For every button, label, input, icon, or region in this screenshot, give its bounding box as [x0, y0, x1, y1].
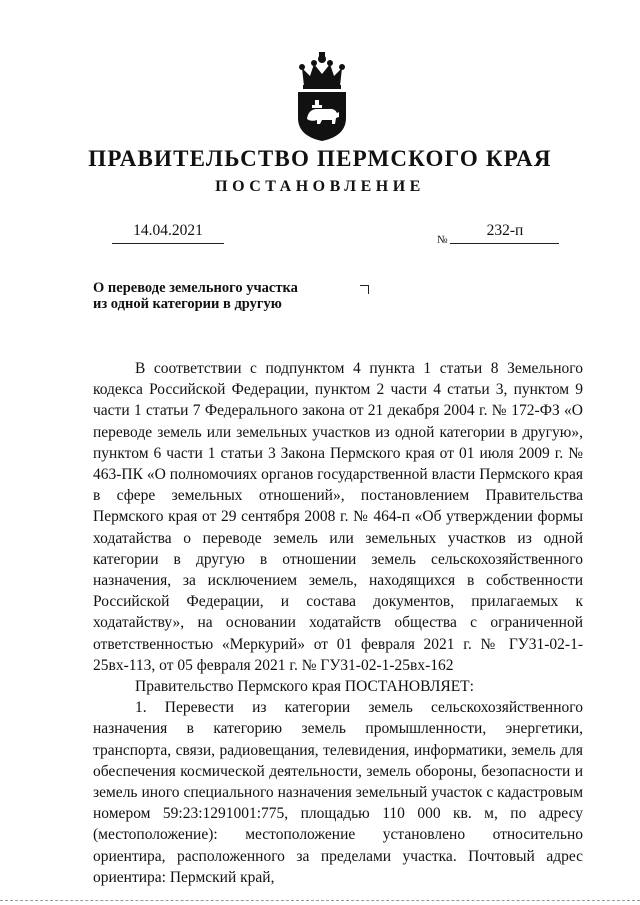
body-paragraph: В соответствии с подпунктом 4 пункта 1 статьи 8 Земельного кодекса Российской Федерации, пунктом 2 части 4 статьи 3, пунктом 9 части 1 статьи 7 Федерального закона от 21 декабря 2004 г. № 172-ФЗ «О переводе земель или земельных участков из одной категории в другую», пунктом 6 части 1 статьи 3 Закона Пермского края от 01 июля 2009 г. № 463-ПК «О полномочиях органов государственной власти Пермского края в сфере земельных отношений», постановлением Правительства Пермского края от 29 сентября 2008 г. № 464-п «Об утверждении формы ходатайства о переводе земель или земельных участков из одной категории в другую в отношении земель сельскохозяйственного назначения, за исключением земель, находящихся в собственности Российской Федерации, и состава документов, прилагаемых к ходатайству», на основании ходатайств общества с ограниченной ответственностью «Меркурий» от 01 февраля 2021 г. № ГУ31-02-1-25вх-113, от 05 февраля 2021 г. № ГУ31-02-1-25вх-162 [93, 360, 583, 674]
coat-of-arms-icon [292, 52, 352, 142]
document-type: ПОСТАНОВЛЕНИЕ [215, 178, 425, 195]
subject-line: из одной категории в другую [93, 295, 282, 312]
organization-title: ПРАВИТЕЛЬСТВО ПЕРМСКОГО КРАЯ [88, 146, 552, 171]
document-body [93, 358, 583, 888]
subject-corner-mark [360, 285, 369, 294]
number-underline [450, 243, 559, 244]
page-bottom-edge [0, 900, 640, 901]
number-label: № [437, 234, 448, 246]
coat-of-arms-emblem [292, 52, 352, 142]
body-paragraph: Правительство Пермского края ПОСТАНОВЛЯЕТ: [135, 678, 474, 696]
date-underline [112, 243, 224, 244]
document-subject [93, 281, 353, 312]
document-date: 14.04.2021 [133, 222, 203, 239]
body-paragraph: 1. Перевести из категории земель сельскохозяйственного назначения в категорию земель промышленности, энергетики, транспорта, связи, радиовещания, телевидения, информатики, земель для обеспечения космической деятельности, земель обороны, безопасности и земель иного специального назначения земельный участок с кадастровым номером 59:23:1291001:775, площадью 110 000 кв. м, по адресу (местоположение): местоположение установлено относительно ориентира, расположенного за пределами участка. Почтовый адрес ориентира: Пермский край, [93, 699, 583, 886]
subject-line: О переводе земельного участка [93, 280, 298, 296]
document-number: 232-п [486, 222, 524, 239]
